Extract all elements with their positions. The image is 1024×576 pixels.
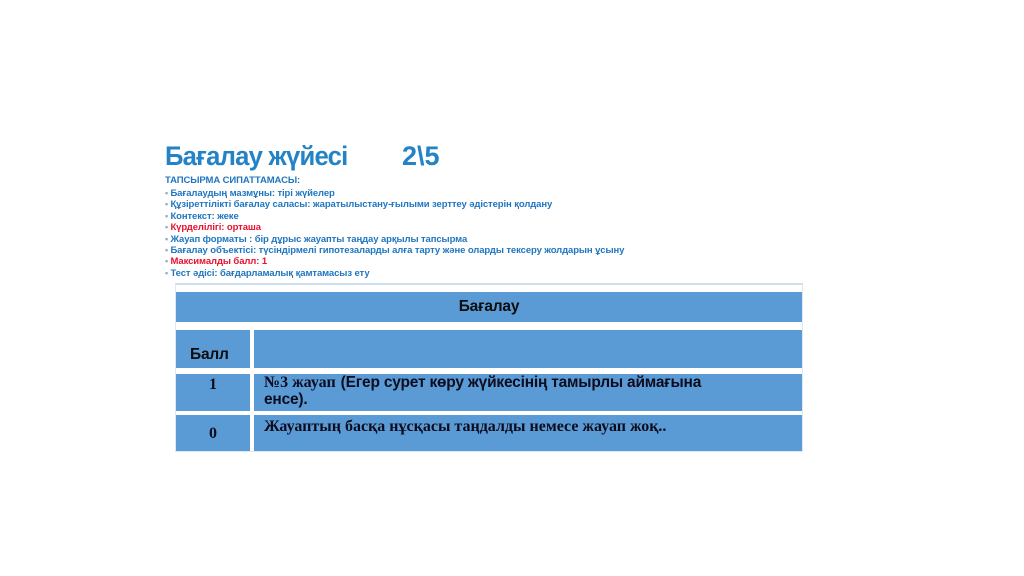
bullet-item: • Күрделілігі: орташа — [165, 222, 785, 233]
answer-text — [264, 375, 744, 408]
table-column-header-row — [176, 330, 802, 368]
task-description-list — [165, 188, 785, 279]
page-title: Бағалау жүйесі — [165, 141, 348, 171]
answer-text-sans: (Егер сурет көру жүйкесінің тамырлы аймағына енсе). — [264, 374, 702, 408]
answer-text — [264, 419, 744, 436]
table-row — [176, 374, 802, 411]
bullet-item: • Тест әдісі: бағдарламалық қамтамасыз ету — [165, 268, 785, 279]
bullet-item: • Контекст: жеке — [165, 211, 785, 222]
table-row — [176, 415, 802, 451]
score-column-header-cell: Балл — [176, 330, 250, 368]
task-description-heading: ТАПСЫРМА СИПАТТАМАСЫ: — [165, 175, 301, 186]
bullet-item: • Бағалау объектісі: түсіндірмелі гипотезаларды алға тарту және оларды тексеру жолдарын ұсыну — [165, 245, 785, 256]
score-cell: 0 — [176, 415, 250, 451]
title-row — [165, 141, 440, 171]
answer-text-serif: №3 жауап — [264, 374, 336, 391]
answer-column-header-cell — [254, 330, 802, 368]
table-header: Бағалау — [176, 292, 802, 322]
bullet-item: • Максималды балл: 1 — [165, 256, 785, 267]
answer-cell — [254, 374, 802, 411]
bullet-item: • Құзіреттілікті бағалау саласы: жаратылыстану-ғылыми зерттеу әдістерін қолдану — [165, 199, 785, 210]
answer-cell — [254, 415, 802, 451]
bullet-item: • Жауап форматы : бір дұрыс жауапты таңдау арқылы тапсырма — [165, 234, 785, 245]
score-cell: 1 — [176, 374, 250, 411]
page-indicator: 2\5 — [402, 141, 440, 171]
score-table — [175, 283, 803, 452]
task-description — [165, 175, 785, 279]
bullet-item: • Бағалаудың мазмұны: тірі жүйелер — [165, 188, 785, 199]
answer-text-serif: Жауаптың басқа нұсқасы таңдалды немесе жауап жоқ.. — [264, 418, 667, 435]
